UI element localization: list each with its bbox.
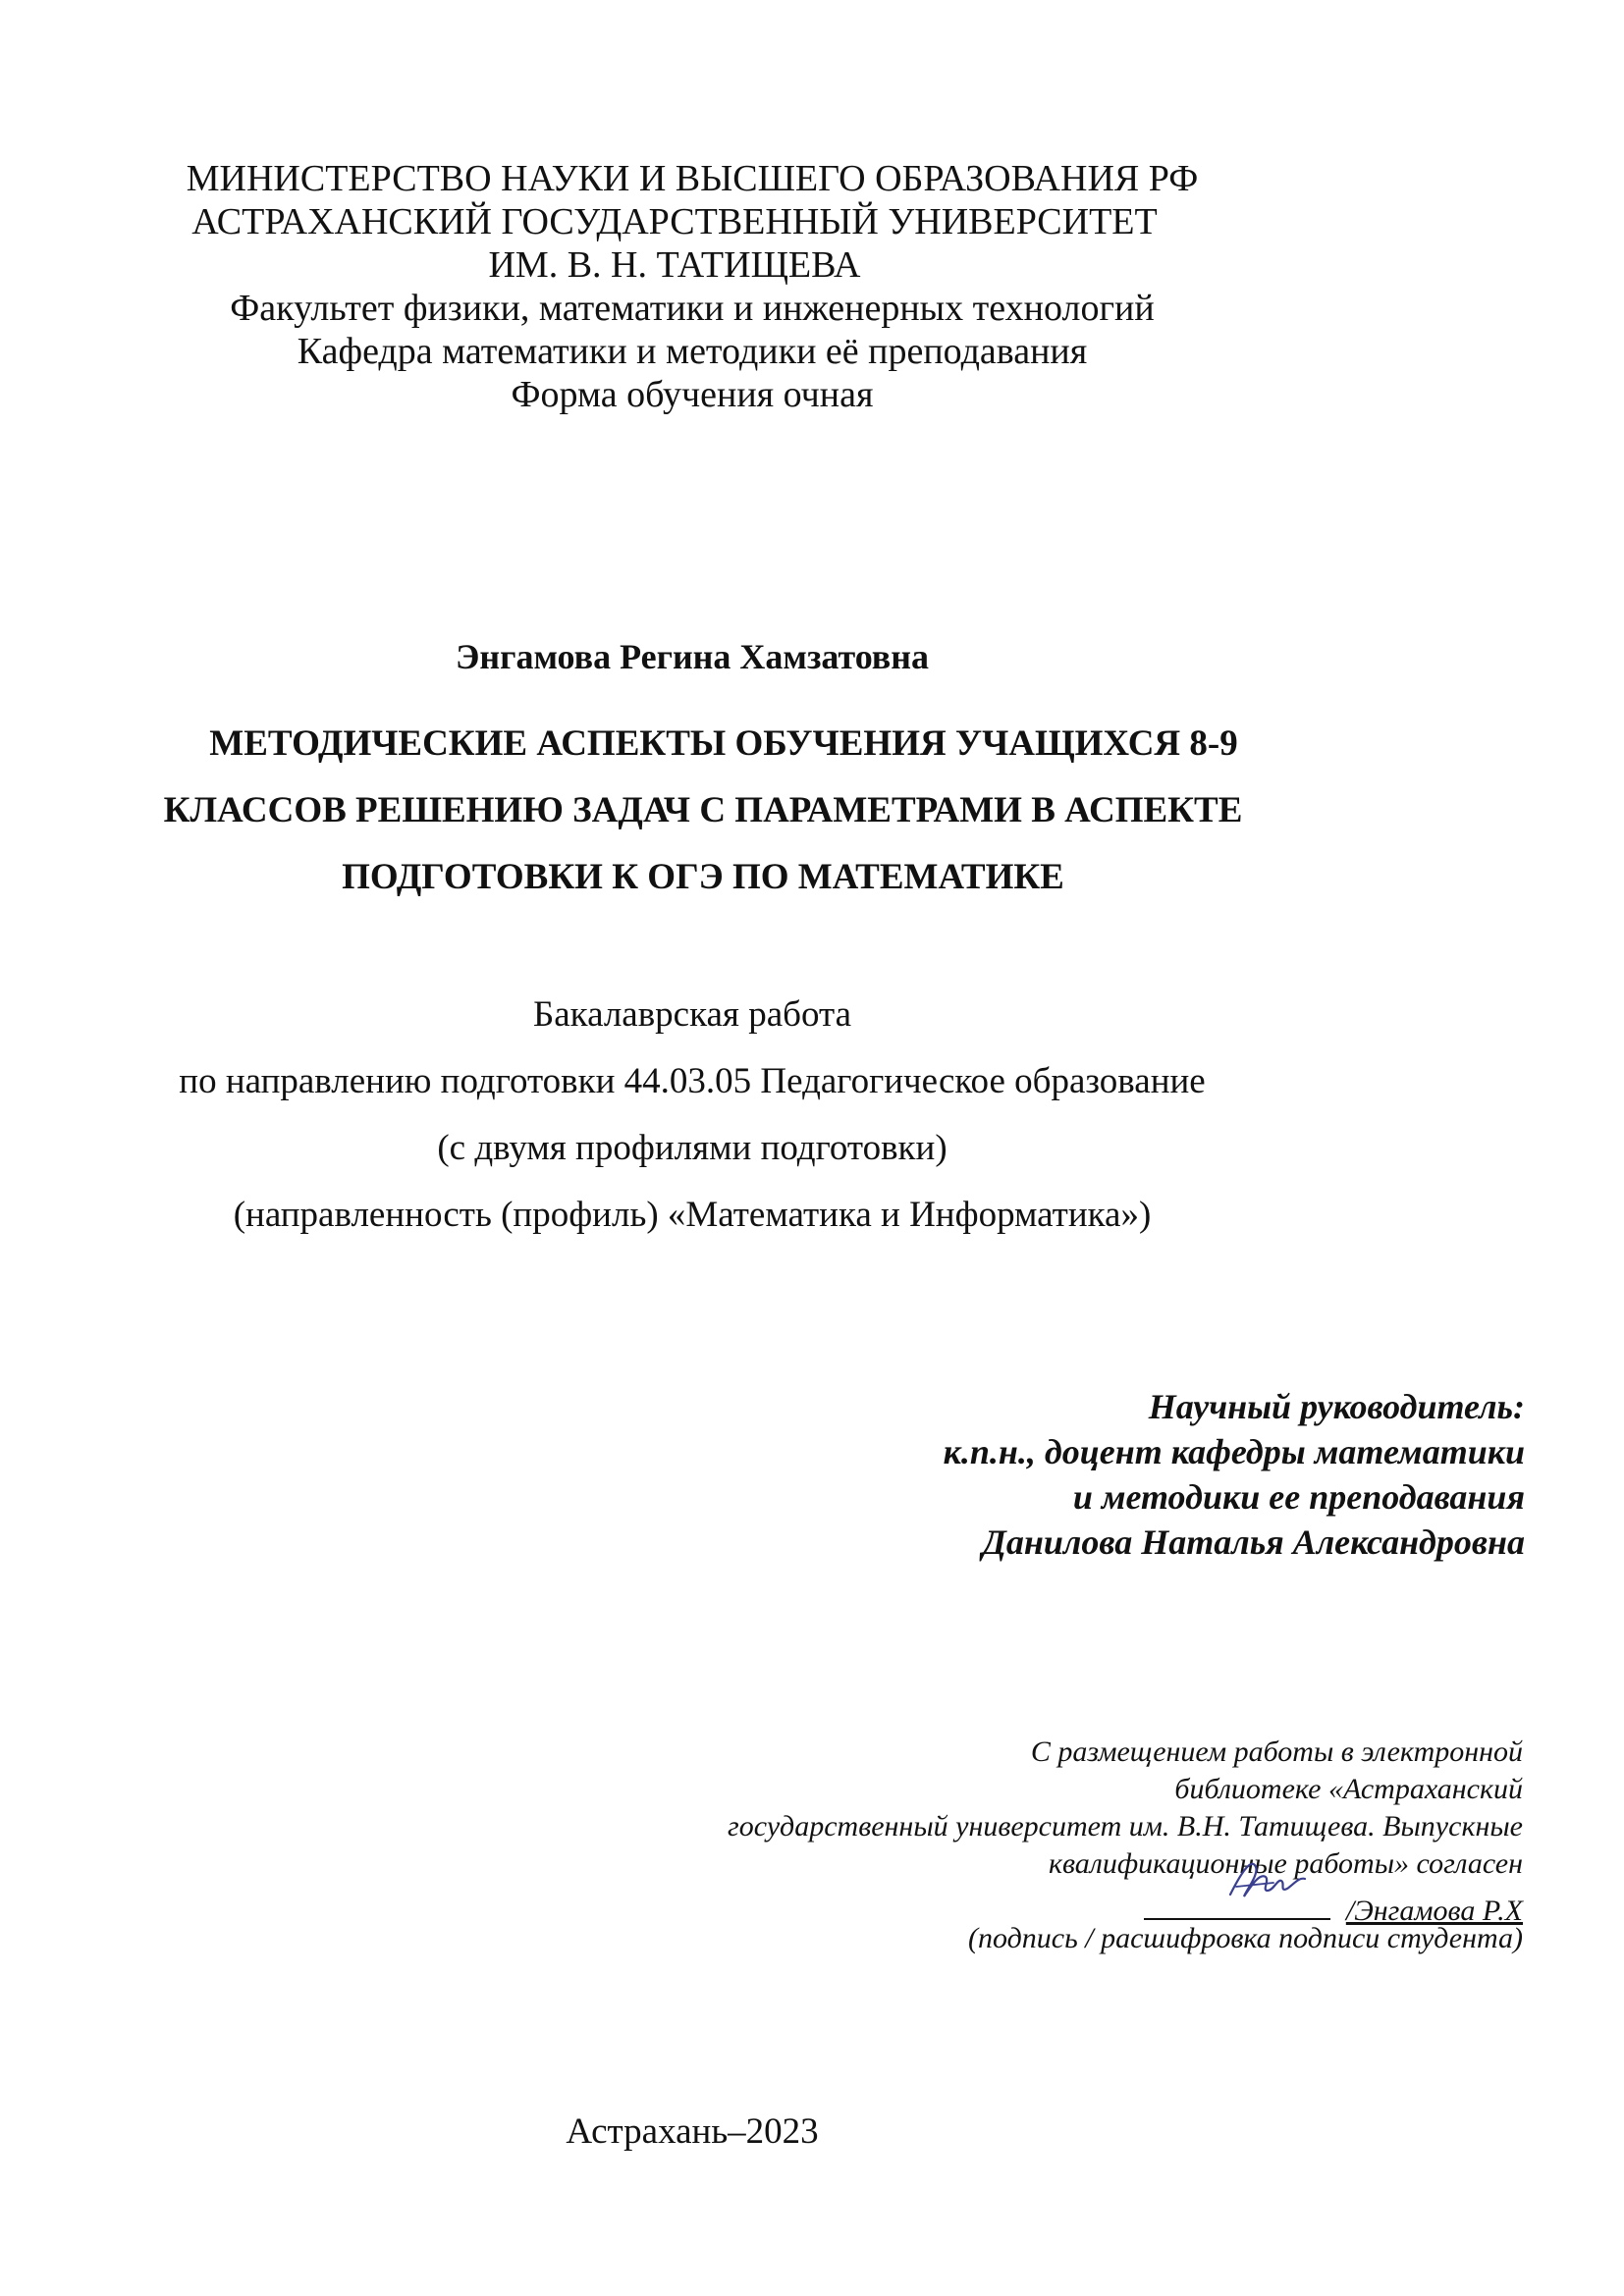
supervisor-position-1: к.п.н., доцент кафедры математики [943,1432,1525,1471]
city-year: Астрахань–2023 [566,2111,819,2152]
consent-line-3: государственный университет им. В.Н. Татищева. Выпускные [728,1810,1523,1842]
title-line-1: МЕТОДИЧЕСКИЕ АСПЕКТЫ ОБУЧЕНИЯ УЧАЩИХСЯ 8-9 [209,723,1238,764]
supervisor-position-2: и методики ее преподавания [1072,1477,1525,1517]
ministry-line: МИНИСТЕРСТВО НАУКИ И ВЫСШЕГО ОБРАЗОВАНИЯ РФ [186,158,1199,199]
supervisor-name: Данилова Наталья Александровна [982,1522,1525,1562]
title-line-2: КЛАССОВ РЕШЕНИЮ ЗАДАЧ С ПАРАМЕТРАМИ В АСПЕКТЕ [163,790,1243,830]
signature-mark [1222,1851,1311,1910]
work-profiles: (с двумя профилями подготовки) [437,1128,947,1168]
signature-caption: (подпись / расшифровка подписи студента) [968,1922,1523,1954]
signature-name: /Энгамова Р.Х [1345,1895,1523,1927]
work-type: Бакалаврская работа [532,994,852,1035]
work-focus: (направленность (профиль) «Математика и Информатика») [233,1195,1152,1235]
consent-line-1: С размещением работы в электронной [1030,1735,1523,1768]
supervisor-label: Научный руководитель: [1148,1387,1525,1426]
work-direction: по направлению подготовки 44.03.05 Педагогическое образование [179,1061,1206,1101]
title-line-3: ПОДГОТОВКИ К ОГЭ ПО МАТЕМАТИКЕ [342,857,1064,897]
faculty-line: Факультет физики, математики и инженерных технологий [230,288,1155,329]
consent-line-4: квалификационные работы» согласен [1048,1847,1523,1880]
signature-blank [1144,1885,1330,1920]
study-form-line: Форма обучения очная [511,374,874,415]
consent-line-2: библиотеке «Астраханский [1174,1773,1523,1805]
university-line: АСТРАХАНСКИЙ ГОСУДАРСТВЕННЫЙ УНИВЕРСИТЕТ [191,201,1158,242]
author-name: Энгамова Регина Хамзатовна [456,637,929,676]
department-line: Кафедра математики и методики её преподавания [297,331,1088,372]
university-name-line: ИМ. В. Н. ТАТИЩЕВА [488,244,861,286]
